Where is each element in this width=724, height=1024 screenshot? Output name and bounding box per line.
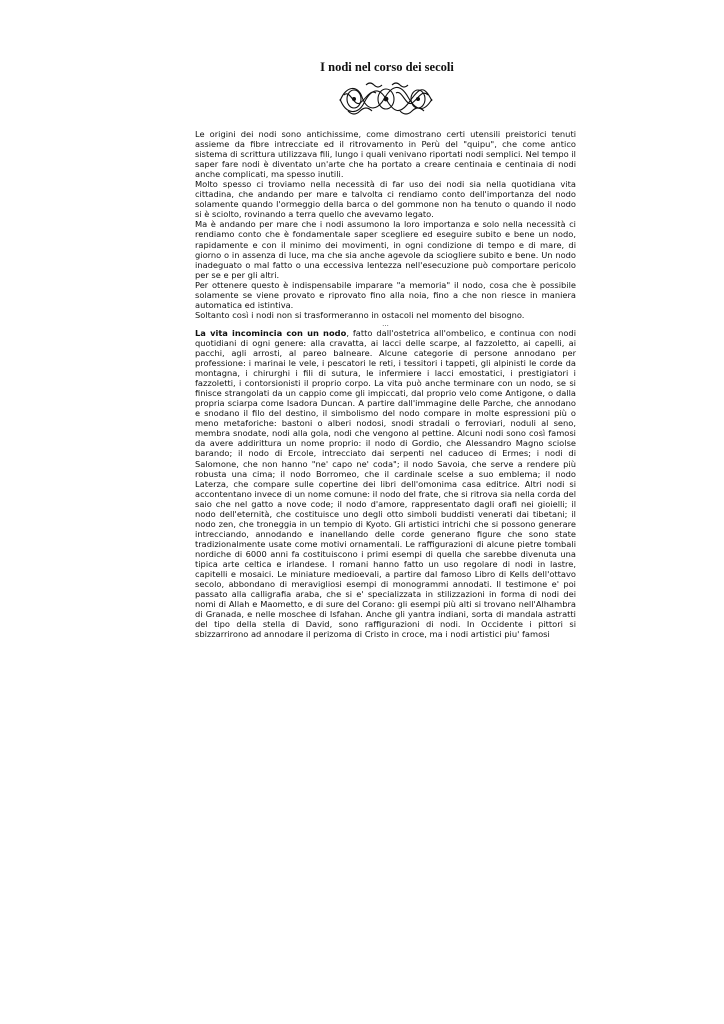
section-body: , fatto dall'ostetrica all'ombelico, e continua con nodi quotidiani di ogni genere: alla cravatta, ai lacci delle scarpe, al fazzoletto, ai capelli, ai pacchi, agli arrosti, al pareo balneare. Alcune categorie di persone annodano per professione: i marinai le vele, i pescatori le reti, i tessitori i tappeti, gli alpinisti le corde da montagna, i chirurghi i fili di sutura, le infermiere i lacci emostatici, i prestigiatori i fazzoletti, i contorsionisti il proprio corpo. La vita può anche terminare con un nodo, se si finisce strangolati da un cappio come gli impiccati, dal proprio velo come Antigone, o dalla propria sciarpa come Isadora Duncan. A partire dall'immagine delle Parche, che annodano e snodano il filo del destino, il simbolismo del nodo compare in molte espressioni più o meno metaforiche: bastoni o alberi nodosi, snodi stradali o ferroviari, noduli al seno, membra snodate, nodi alla gola, nodi che vengono al pettine. Alcuni nodi sono così famosi da avere addirittura un nome proprio: il nodo di Gordio, che Alessandro Magno sciolse barando; il nodo di Ercole, intrecciato dai serpenti nel caduceo di Ermes; i nodi di Salomone, che non hanno "ne' capo ne' coda"; il nodo Savoia, che serve a rendere più robusta una cima; il nodo Borromeo, che il cardinale scelse a suo emblema; il nodo Laterza, che compare sulle copertine dei libri dell'omonima casa editrice. Altri nodi si accontentano invece di un nome comune: il nodo del frate, che si ritrova sia nella corda del saio che nel gatto a nove code; il nodo d'amore, rappresentato dagli orafi nei gioielli; il nodo dell'eternità, che costituisce uno degli otto simboli buddisti venerati dai tibetani; il nodo zen, che troneggia in un tempio di Kyoto. Gli artistici intrichi che si possono generare intrecciando, annodando e inanellando delle corde generano figure che sono state tradizionalmente usate come motivi ornamentali. Le raffigurazioni di alcune pietre tombali nordiche di 6000 anni fa costituiscono i primi esempi di quella che sarebbe divenuta una tipica arte celtica e irlandese. I romani hanno fatto un uso regolare di nodi in lastre, capitelli e mosaici. Le miniature medioevali, a partire dal famoso Libro di Kells dell'ottavo secolo, abbondano di meravigliosi esempi di monogrammi annodati. Il testimone e' poi passato alla calligrafia araba, che si e' specializzata in stilizzazioni in forma di nodi dei nomi di Allah e Maometto, e di sure del Corano: gli esempi più alti si trovano nell'Alhambra di Granada, e nelle moschee di Isfahan. Anche gli yantra indiani, sorta di mandala astratti del tipo della stella di David, sono raffigurazioni di nodi. In Occidente i pittori si sbizzarrirono ad annodare il perizoma di Cristo in croce, ma i nodi artistici piu' famosi <box>195 327 576 640</box>
intro-paragraph-2: Molto spesso ci troviamo nella necessità di far uso dei nodi sia nella quotidiana vita cittadina, che andando per mare e talvolta ci rendiamo conto dell'importanza del nodo solamente quando l'ormeggio della barca o del gommone non ha tenuto o quando il nodo si è sciolto, rovinando a terra quello che avevamo legato. <box>195 179 576 220</box>
article-body <box>195 129 576 639</box>
intro-paragraph-5: Soltanto così i nodi non si trasformeranno in ostacoli nel momento del bisogno. <box>195 309 525 320</box>
intro-paragraph-1: Le origini dei nodi sono antichissime, come dimostrano certi utensili preistorici tenuti assieme da fibre intrecciate ed il ritrovamento in Perù del "quipu", che come antico sistema di scrittura utilizzava fili, lungo i quali venivano riportati nodi semplici. Nel tempo il saper fare nodi è diventato un'arte che ha portato a creare centinaia e centinaia di nodi anche complicati, ma spesso inutili. <box>195 129 576 180</box>
section-separator: ... <box>382 319 389 328</box>
section-paragraph <box>195 328 576 639</box>
page-title: I nodi nel corso dei secoli <box>320 60 454 74</box>
intro-paragraph-4: Per ottenere questo è indispensabile imparare "a memoria" il nodo, cosa che è possibile solamente se viene provato e riprovato fino alla noia, fino a che non riesce in maniera automatica ed istintiva. <box>195 279 576 310</box>
section-lead: La vita incomincia con un nodo <box>195 327 347 338</box>
intro-paragraph-3: Ma è andando per mare che i nodi assumono la loro importanza e solo nella necessità ci rendiamo conto che è fondamentale saper scegliere ed eseguire subito e bene un nodo, rapidamente e con il minimo dei movimenti, in ogni condizione di tempo e di mare, di giorno o in assenza di luce, ma che sia anche agevole da sciogliere subito e bene. Un nodo inadeguato o mal fatto o una eccessiva lentezza nell'esecuzione può comportare pericolo per se e per gli altri. <box>195 219 576 280</box>
knot-ornament-icon <box>336 77 436 121</box>
